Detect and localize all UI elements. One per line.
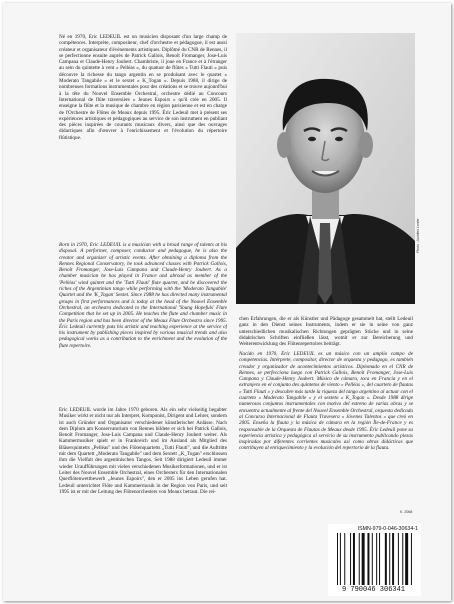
biography-spanish: Nacido en 1970, Éric LEDEUIL es un músico con un amplio campo de competencias. Intérprete, compositor, director de orquesta y pedagogo, es también creador y organizador de acontecimientos artísticos. Diplomado en el CNR de Rennes, se perfecciona luego con Patrick Gallois, Benoît Fromanger, Jose-Luis Campana y Claude-Henry Joubert. Músico de cámara, toca en Francia y en el extranjero en el conjunto des quintetos de viento « Pelléas », del cuarteto de flautas « Tutti Flauti » y descubre más tarde la riqueza del tango argentino al actuar con el cuarteto « Moderato Tangabile » y el sexteto « K_Togan ». Desde 1988 dirige numerosos conjuntos instrumentales con motivo del estreno de varias obras y se encuentra actualmente al frente del Nouvel Ensemble Orchestral, orquesta dedicada al Concurso Internacional de Flauta Travesera « Jóvenes Talentos » que creó en 2005. Enseña la flauta y la música de cámara en la región Île-de-France y es responsable de la Orquesta de Flautas de Meaux desde 1995. Éric Ledeuil pone su experiencia artística y pedagógica al servicio de su instrumento publicando piezas inspiradas por diferentes corrientes musicales así como obras didácticas que contribuyen al enriquecimiento y la evolución del repertorio de la flauta. — [239, 351, 413, 452]
ismn-number: ISMN-979-0-046-30634-1 — [357, 526, 418, 532]
barcode-icon — [337, 533, 413, 585]
photo-credit: Photo : Aurélien Lenhe — [416, 218, 420, 253]
back-cover-page — [3, 3, 451, 601]
composer-photo — [236, 33, 415, 304]
biography-german-part-2: chen Erfahrungen, die er als Künstler und Pädagoge gesammelt hat, stellt Ledeuil ganz in den Dienst seines Instruments, indem er sie in seine von ganz unterschiedlichen musikalischen Richtungen geprägten Stücke und in seine didaktischen Schriften einfließen lässt, womit er zur Bereicherung und Weiterentwicklung des Flötenrepertoires beiträgt. — [239, 316, 413, 347]
biography-english: Born in 1970, Éric LEDEUIL is a musician with a broad range of talents at his disposal. A performer, composer, conductor and pedagogue, he is also the creator and organizer of artistic events. After obtaining a diploma from the Rennes Regional Conservatory, he took advanced classes with Patrick Gallois, Benoît Fromanger, Jose-Luis Campana and Claude-Henry Joubert. As a chamber musician he has played in France and abroad as member of the 'Pelléas' wind quintet and the 'Tutti Flauti' flute quartet, and he discovered the riches of the Argentinian tango while performing with the 'Moderato Tangabile' Quartet and the 'K_Togan' Sextet. Since 1988 he has directed many instrumental groups in first performances and is today at the head of the Nouvel Ensemble Orchestral, an orchestra dedicated to the International 'Young Hopefuls' Flute Competition that he set up in 2005. He teaches the flute and chamber music in the Paris region and has been director of the Meaux Flute Orchestra since 1995. Éric Ledeuil currently puts his artistic and teaching experience at the service of his instrument by publishing pieces inspired by various musical trends and also pedagogical works as a contribution to the enrichment and the evolution of the flute repertoire. — [59, 242, 227, 349]
biography-french: Né en 1970, Éric LEDEUIL est un musicien disposant d'un large champ de compétences. Interprète, compositeur, chef d'orchestre et pédagogue, il est aussi créateur et organisateur d'évènements artistiques. Diplômé du CNR de Rennes, il se perfectionne ensuite auprès de Patrick Gallois, Benoît Fromanger, Jose-Luis Campana et Claude-Henry Joubert. Chambriste, il joue en France et à l'étranger au sein du quintette à vent « Pelléas », du quatuor de flûtes « Tutti Flauti » puis découvre la richesse du tango argentin en se produisant avec le quartet « Moderato Tangabile » et le sextet « K_Togan ». Depuis 1988, il dirige de nombreuses formations instrumentales pour des créations et se trouve aujourd'hui à la tête du Nouvel Ensemble Orchestral, orchestre dédié au Concours International de flûte traversière « Jeunes Espoirs » qu'il crée en 2005. Il enseigne la flûte et la musique de chambre en région parisienne et est en charge de l'Orchestre de Flûtes de Meaux depuis 1995. Éric Ledeuil met à présent ses expériences artistiques et pédagogiques au service de son instrument en publiant des pièces inspirées de courants musicaux divers, ainsi que des ouvrages didactiques afin d'œuvrer à l'enrichissement et l'évolution du répertoire flûtistique. — [59, 34, 227, 141]
catalog-code: K. 2068 — [400, 510, 413, 514]
barcode-digits: 9 790046 306341 — [341, 586, 405, 594]
biography-german-part-1: Éric LEDEUIL wurde im Jahre 1970 geboren. Als ein sehr vielseitig begabter Musiker wirkt er nicht nur als Interpret, Komponist, Dirigent und Lehrer, sondern ist auch Gründer und Organisator verschiedener künstlerischer Anlässe. Nach dem Diplom am Konservatorium von Rennes bildete er sich bei Patrick Gallois, Benoît Fromanger, Jose-Luis Campana und Claude-Henry Joubert weiter. Als Kammermusiker spielt er in Frankreich und im Ausland als Mitglied des Bläserquintetts „Pelléas" und des Flötenquartetts „Tutti Flauti", und die Auftritte mit dem Quartett „Moderato Tangabile" und dem Sextett „K_Togan" erschlossen ihm die Vielfalt des argentinischen Tangos. Seit 1988 dirigiert Ledeuil immer wieder Uraufführungen mit vielen verschiedenen Musikerformationen, und er ist Leiter des Nouvel Ensemble Orchestral, eines Orchesters für den Internationalen Querflötenwettbewerb „Jeunes Espoirs", den er 2005 ins Leben gerufen hat. Ledeuil unterrichtet Flöte und Kammermusik in der Region von Paris, und seit 1995 ist er mit der Leitung des Flötenorchesters von Meaux betraut. Die rei- — [59, 407, 227, 495]
barcode-panel — [328, 524, 421, 596]
